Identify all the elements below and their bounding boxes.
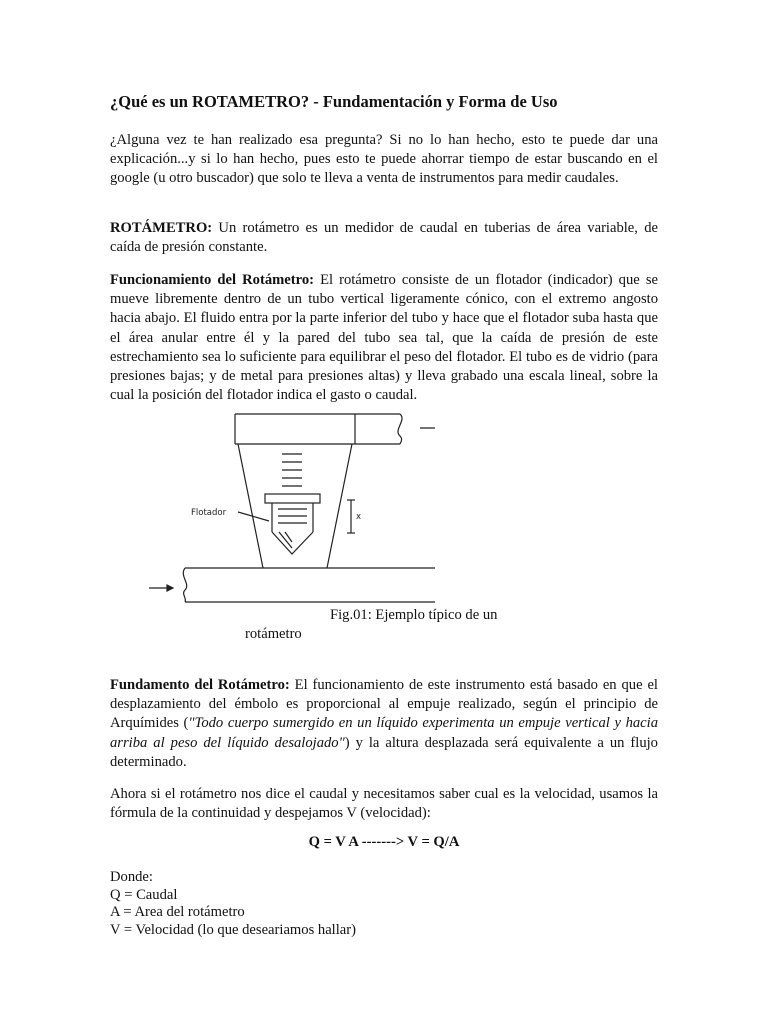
- funcionamiento-paragraph: [110, 271, 658, 405]
- continuity-formula: Q = V A -------> V = Q/A: [308, 834, 460, 850]
- figure-caption-line2: rotámetro: [245, 626, 302, 642]
- funcionamiento-term: Funcionamiento del Rotámetro:: [110, 272, 314, 288]
- float-label: Flotador: [191, 508, 227, 518]
- def-area: A = Area del rotámetro: [110, 904, 245, 921]
- variable-definitions: [110, 869, 658, 939]
- definition-text: Un rotámetro es un medidor de caudal en tuberias de área variable, de caída de presión constante.: [110, 220, 658, 256]
- fundamento-term: Fundamento del Rotámetro:: [110, 677, 290, 693]
- height-label: x: [356, 512, 362, 522]
- fundamento-text-after: ) y la altura desplazada será equivalente a un flujo determinado.: [110, 734, 658, 770]
- donde-label: Donde:: [110, 869, 153, 885]
- archimedes-quote: "Todo cuerpo sumergido en un líquido experimenta un empuje vertical y hacia arriba al peso del líquido desalojado": [110, 715, 658, 751]
- definition-paragraph: [110, 219, 658, 257]
- document-title: ¿Qué es un ROTAMETRO? - Fundamentación y Forma de Uso: [110, 92, 558, 111]
- velocidad-paragraph: Ahora si el rotámetro nos dice el caudal y necesitamos saber cual es la velocidad, usamos la fórmula de la continuidad y despejamos V (velocidad):: [110, 786, 658, 822]
- rotameter-figure: [145, 408, 435, 608]
- definition-term: ROTÁMETRO:: [110, 220, 213, 236]
- figure-caption-line1: Fig.01: Ejemplo típico de un: [330, 607, 498, 623]
- fundamento-text-before: El funcionamiento de este instrumento está basado en que el desplazamiento del émbolo es proporcional al empuje realizado, según el principio de Arquímides (: [110, 677, 658, 732]
- rotameter-diagram: [145, 408, 435, 608]
- def-velocidad: V = Velocidad (lo que deseariamos hallar): [110, 921, 356, 938]
- fundamento-paragraph: [110, 676, 658, 772]
- intro-paragraph: ¿Alguna vez te han realizado esa pregunta? Si no lo han hecho, esto te puede dar una explicación...y si lo han hecho, pues esto te puede ahorrar tiempo de estar buscando en el google (u otro buscador) que solo te lleva a venta de instrumentos para medir caudales.: [110, 132, 658, 187]
- funcionamiento-text: El rotámetro consiste de un flotador (indicador) que se mueve libremente dentro de un tubo vertical ligeramente cónico, con el extremo angosto hacia abajo. El fluido entra por la parte inferior del tubo y hace que el flotador suba hasta que el área anular entre él y la pared del tubo sea tal, que la caída de presión de este estrechamiento sea lo suficiente para equilibrar el peso del flotador. El tubo es de vidrio (para presiones bajas; y de metal para presiones altas) y lleva grabado una escala lineal, sobre la cual la posición del flotador indica el gasto o caudal.: [110, 272, 658, 404]
- def-caudal: Q = Caudal: [110, 886, 178, 903]
